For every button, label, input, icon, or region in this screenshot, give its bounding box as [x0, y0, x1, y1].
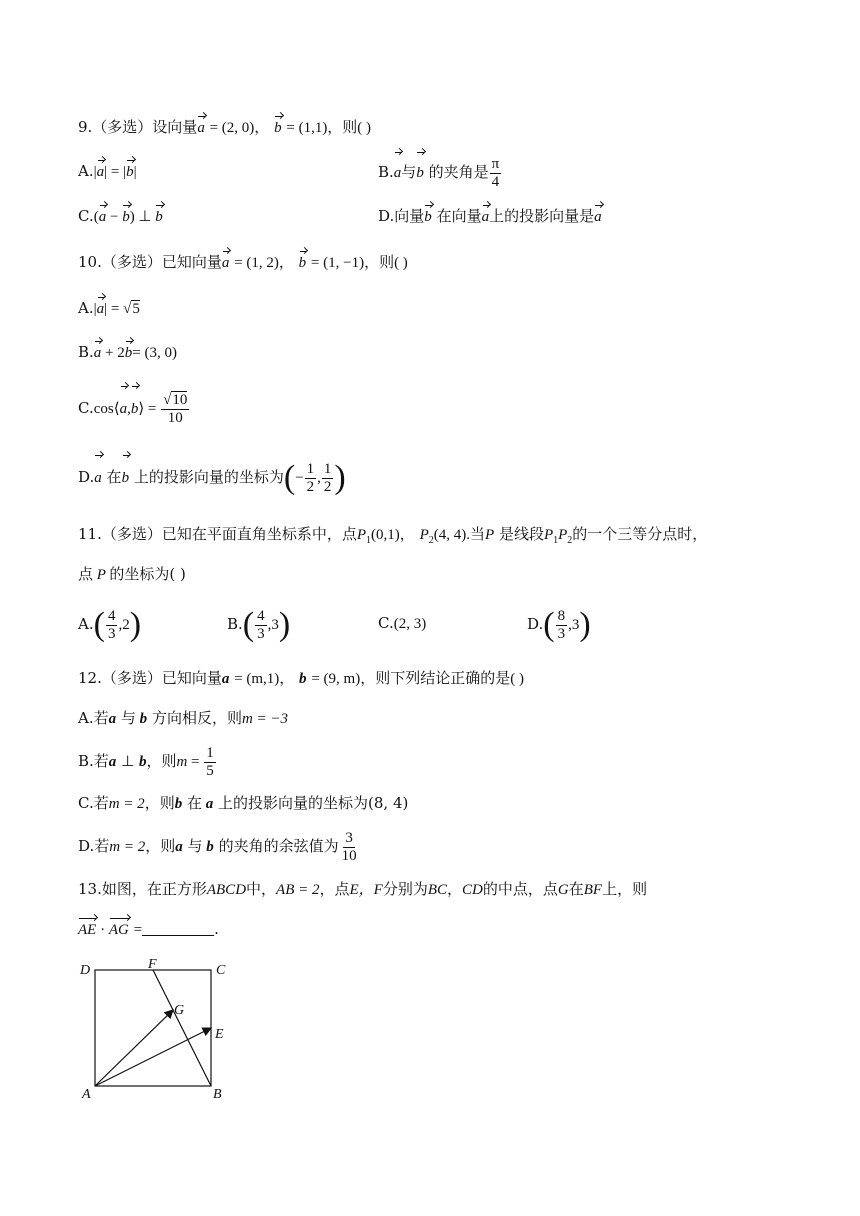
q12-b-value: = (9, m)，则下列结论正确的是( )	[311, 671, 524, 687]
q9-optb-text: 的夹角是	[428, 163, 489, 181]
option-label: D.	[527, 615, 544, 633]
vector-ag	[95, 1010, 173, 1086]
q13-square: ABCD	[206, 882, 247, 898]
q13-bc: BC	[427, 882, 448, 898]
q9-option-c: C.(a − b) ⊥ b	[78, 205, 163, 228]
q11-line1-suffix: 的一个三等分点时，	[572, 525, 708, 543]
q9-option-a: A.|a| = |b|	[78, 160, 137, 183]
q13-text-c: 分别为	[382, 880, 428, 898]
q12-optc-m: m = 2	[108, 796, 145, 812]
option-label: C.	[78, 207, 94, 225]
option-label: B.	[78, 343, 94, 361]
q10-b-value: = (1, −1)，则( )	[310, 255, 408, 271]
q13-prefix: 13.如图，在正方形	[78, 880, 207, 898]
q13-stem-line1	[78, 878, 647, 901]
frac-den: 4	[491, 173, 500, 190]
segment-bf	[153, 970, 211, 1086]
label-b: B	[213, 1087, 222, 1102]
q11-line1-prefix: 11.（多选）已知在平面直角坐标系中，点	[78, 525, 357, 543]
q13-equals: =	[133, 922, 143, 938]
option-label: C.	[378, 614, 394, 632]
q13-text-a: 中，	[246, 880, 277, 898]
option-label: A.	[78, 615, 94, 633]
fraction-sqrt10-10: $\frac{√10}{10}$	[163, 391, 188, 426]
q13-ef: E，F	[349, 882, 383, 898]
option-label: B.	[378, 163, 394, 181]
label-d: D	[80, 963, 91, 978]
q13-text-g: 上，则	[602, 880, 648, 898]
q9-stem-prefix: 9.（多选）设向量	[78, 118, 198, 136]
q13-stem-line2: AE · AG = .	[78, 918, 219, 941]
vec-b: b	[274, 117, 282, 139]
q12-optd-mid2: 与	[187, 837, 203, 855]
q12-opta-mid: 与	[120, 709, 136, 727]
q10-option-c: C.cos⟨a,b⟩ = $\frac{√10}{10}$	[78, 386, 190, 431]
q10-option-d: D.a 在b 上的投影向量的坐标为(− $\frac{1}{2}$ , $\frac{1}{2}$ )	[78, 455, 346, 500]
q12-option-d: D.若m = 2，则a 与 b 的夹角的余弦值为 $\frac{3}{10}$	[78, 829, 357, 864]
option-label: B.若	[78, 752, 109, 770]
label-a: A	[82, 1087, 91, 1102]
option-label: C.若	[78, 794, 109, 812]
option-label: D.若	[78, 837, 110, 855]
q13-period: .	[214, 920, 219, 938]
q12-optc-suffix: 上的投影向量的坐标为(8, 4)	[218, 794, 409, 812]
q13-bf: BF	[583, 882, 603, 898]
frac-den: 10	[167, 409, 183, 426]
frac-num: π	[491, 155, 500, 172]
option-label: A.	[78, 299, 94, 317]
q12-optc-mid2: 在	[186, 794, 202, 812]
perp-symbol: ⊥	[121, 754, 135, 770]
q12-opta-value: m = −3	[241, 711, 289, 727]
q11-line2-prefix: 点	[78, 565, 94, 583]
option-label: D.	[378, 207, 395, 225]
option-label: C.	[78, 399, 94, 417]
q12-a-value: = (m,1)，	[234, 671, 295, 687]
option-label: A.若	[78, 709, 109, 727]
vec-a: a	[197, 117, 205, 139]
q9-b-value: = (1,1)，则( )	[286, 120, 372, 136]
q11-p1-value: (0,1)，	[371, 527, 415, 543]
square-figure	[78, 958, 238, 1108]
q12-optd-suffix: 的夹角的余弦值为	[218, 837, 339, 855]
q13-text-e: 的中点，点	[482, 880, 558, 898]
q12-stem-prefix: 12.（多选）已知向量	[78, 669, 222, 687]
q11-stem-line2: 点 P 的坐标为( )	[78, 565, 186, 583]
q10-stem-prefix: 10.（多选）已知向量	[78, 253, 222, 271]
q9-option-b: B.a与b 的夹角是 $\frac{\pi}{4}$	[378, 152, 502, 193]
q11-line2-suffix: 的坐标为( )	[109, 565, 186, 583]
q12-stem: 12.（多选）已知向量a = (m,1)， b = (9, m)，则下列结论正确的是( )	[78, 669, 524, 687]
label-e: E	[215, 1027, 224, 1042]
q10-optd-mid: 在	[106, 468, 122, 486]
answer-blank[interactable]	[142, 921, 214, 936]
fraction-pi-4	[490, 156, 502, 191]
q12-option-c: C.若m = 2，则b 在 a 上的投影向量的坐标为(8, 4)	[78, 794, 409, 812]
q11-option-b: B.( $\frac{4}{3}$ ,3)	[227, 606, 291, 643]
q13-text-b: ，点	[319, 880, 350, 898]
q13-text-f: 在	[568, 880, 584, 898]
q12-optc-mid1: ，则	[144, 794, 175, 812]
q10-stem: 10.（多选）已知向量a = (1, 2)， b = (1, −1)，则( )	[78, 251, 408, 274]
q9-optd-suffix: 上的投影向量是	[489, 207, 595, 225]
q12-optd-mid1: ，则	[145, 837, 176, 855]
q12-option-a: A.若a 与 b 方向相反，则m = −3	[78, 709, 289, 727]
q13-g: G	[557, 882, 569, 898]
q11-p2-value: (4, 4).当	[433, 527, 485, 543]
q10-optb-value: = (3, 0)	[132, 345, 177, 361]
q9-stem	[78, 116, 371, 139]
q13-cd: CD	[462, 882, 483, 898]
option-label: A.	[78, 162, 94, 180]
option-label: D.	[78, 468, 95, 486]
q11-stem-line1: 11.（多选）已知在平面直角坐标系中，点$P_1(0,1)$， $P_2(4$, 4).当P 是线段$P_1P_2$的一个三等分点时，	[78, 525, 708, 546]
q9-option-d: D.向量b 在向量a上的投影向量是a	[378, 205, 602, 228]
label-g: G	[174, 1003, 185, 1018]
q11-option-a: A.( $\frac{4}{3}$ ,2)	[78, 606, 142, 643]
q12-optd-m: m = 2	[109, 839, 146, 855]
q11-optc-value: (2, 3)	[393, 616, 427, 632]
label-c: C	[216, 963, 226, 978]
q12-option-b: B.若a ⊥ b，则m = $\frac{1}{5}$	[78, 744, 214, 779]
vector-ae	[95, 1028, 211, 1086]
q13-text-d: ，	[447, 880, 463, 898]
q9-optb-mid: 与	[401, 163, 417, 181]
label-f: F	[148, 958, 157, 972]
q10-option-a: A.|a| = √5	[78, 297, 140, 320]
q11-option-c	[378, 612, 426, 635]
q9-a-value: = (2, 0)，	[209, 120, 270, 136]
q9-optd-prefix: 向量	[394, 207, 425, 225]
q10-a-value: = (1, 2)，	[234, 255, 294, 271]
q12-optb-suffix: ，则	[146, 752, 177, 770]
q11-option-d: D.( $\frac{8}{3}$ ,3)	[527, 606, 591, 643]
frac-num: 10	[172, 391, 188, 408]
q12-opta-suffix: 方向相反，则	[151, 709, 242, 727]
q10-optd-text: 上的投影向量的坐标为	[133, 468, 284, 486]
q10-option-b: B.a + 2b= (3, 0)	[78, 341, 177, 364]
q13-ab: AB = 2	[276, 882, 320, 898]
option-label: B.	[227, 615, 243, 633]
q9-optd-mid: 在向量	[436, 207, 482, 225]
q11-line1-mid: 是线段	[498, 525, 544, 543]
